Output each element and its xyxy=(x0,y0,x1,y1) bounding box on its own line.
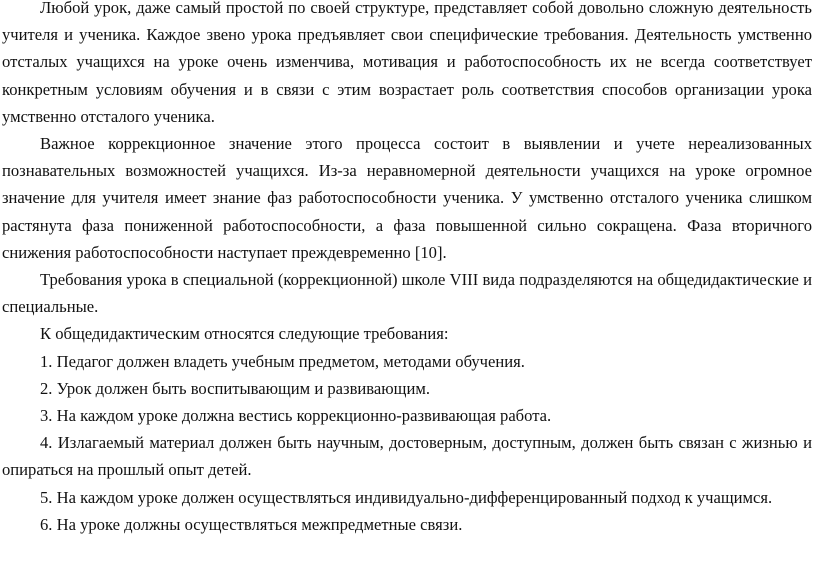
list-item-3: 3. На каждом уроке должна вестись коррекционно-развивающая работа. xyxy=(40,406,552,426)
document-page xyxy=(2,0,812,538)
list-item-6: 6. На уроке должны осуществляться межпредметные связи. xyxy=(40,514,463,534)
list-item-4: 4. Излагаемый материал должен быть научным, достоверным, доступным, должен быть связан с жизнью и опираться на прошлый опыт детей. xyxy=(2,433,812,480)
list-item-2: 2. Урок должен быть воспитывающим и развивающим. xyxy=(40,378,430,398)
paragraph-lesson-complexity: Любой урок, даже самый простой по своей структуре, представляет собой довольно сложную деятельность учителя и ученика. Каждое звено урока предъявляет свои специфические требования. Деятельность умственно отсталых учащихся на уроке очень изменчива, мотивация и работоспособность их не всегда соответствует конкретным условиям обучения и в связи с этим возрастает роль соответствия способов организации урока умственно отсталого ученика. xyxy=(2,0,812,126)
list-item-1: 1. Педагог должен владеть учебным предметом, методами обучения. xyxy=(40,351,525,371)
paragraph-general-requirements-intro: К общедидактическим относятся следующие требования: xyxy=(40,324,449,344)
paragraph-correction-value: Важное коррекционное значение этого процесса состоит в выявлении и учете нереализованных познавательных возможностей учащихся. Из-за неравномерной деятельности учащихся на уроке огромное значение для учителя имеет знание фаз работоспособности ученика. У умственно отсталого ученика слишком растянута фаза пониженной работоспособности, а фаза повышенной сильно сокращена. Фаза вторичного снижения работоспособности наступает преждевременно [10]. xyxy=(2,134,812,262)
paragraph-lesson-requirements: Требования урока в специальной (коррекционной) школе VIII вида подразделяются на общедидактические и специальные. xyxy=(2,270,812,317)
list-item-5: 5. На каждом уроке должен осуществляться индивидуально-дифференцированный подход к учащимся. xyxy=(40,487,773,507)
